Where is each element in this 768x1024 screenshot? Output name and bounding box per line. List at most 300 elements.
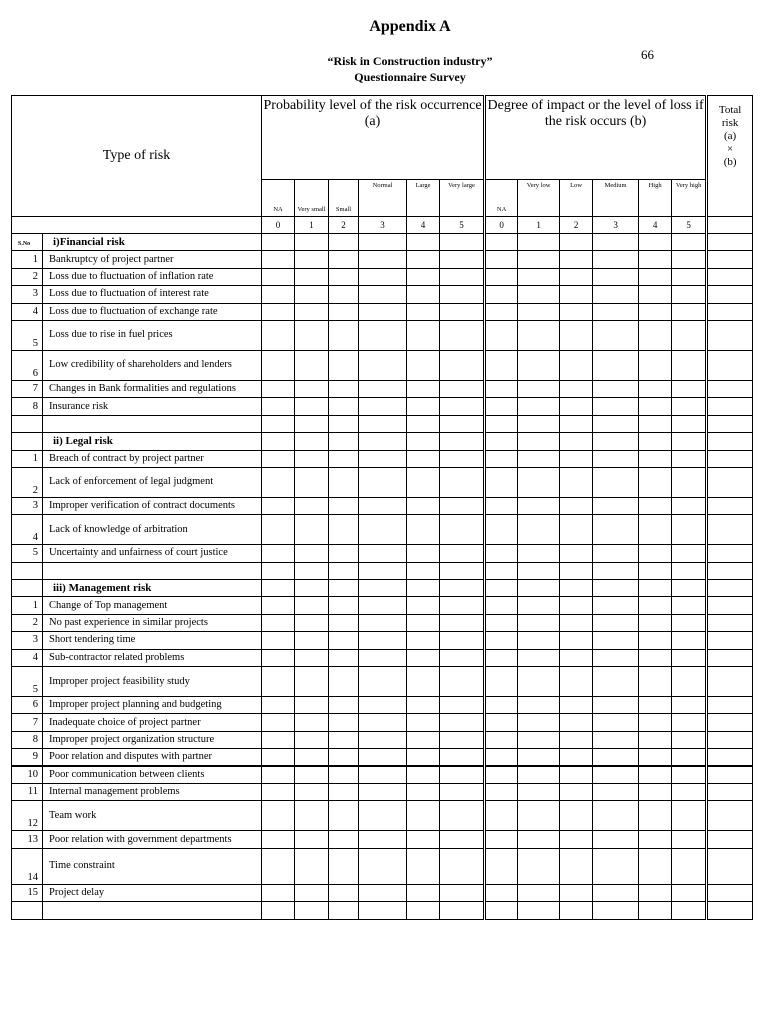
probability-rating-cell[interactable] [262,801,295,831]
probability-rating-cell[interactable] [407,714,440,731]
impact-rating-cell[interactable] [560,848,593,884]
impact-rating-cell[interactable] [593,562,639,579]
impact-rating-cell[interactable] [518,515,560,545]
total-risk-cell[interactable] [707,515,753,545]
probability-rating-cell[interactable] [440,766,485,783]
impact-rating-cell[interactable] [639,286,672,303]
impact-rating-cell[interactable] [593,286,639,303]
total-risk-cell[interactable] [707,398,753,415]
probability-rating-cell[interactable] [440,848,485,884]
impact-rating-cell[interactable] [672,731,707,748]
impact-rating-cell[interactable] [672,848,707,884]
impact-rating-cell[interactable] [560,562,593,579]
probability-rating-cell[interactable] [440,614,485,631]
impact-rating-cell[interactable] [672,450,707,467]
probability-rating-cell[interactable] [329,697,359,714]
impact-rating-cell[interactable] [593,801,639,831]
probability-rating-cell[interactable] [329,848,359,884]
probability-rating-cell[interactable] [262,831,295,848]
total-risk-cell[interactable] [707,884,753,901]
probability-rating-cell[interactable] [262,597,295,614]
probability-rating-cell[interactable] [359,766,407,783]
probability-rating-cell[interactable] [262,450,295,467]
impact-rating-cell[interactable] [639,320,672,350]
impact-rating-cell[interactable] [672,303,707,320]
total-risk-cell[interactable] [707,731,753,748]
probability-rating-cell[interactable] [440,801,485,831]
impact-rating-cell[interactable] [485,433,518,450]
probability-rating-cell[interactable] [407,497,440,514]
probability-rating-cell[interactable] [359,714,407,731]
impact-rating-cell[interactable] [593,450,639,467]
probability-rating-cell[interactable] [262,697,295,714]
probability-rating-cell[interactable] [262,731,295,748]
impact-rating-cell[interactable] [560,831,593,848]
impact-rating-cell[interactable] [560,398,593,415]
impact-rating-cell[interactable] [672,415,707,432]
probability-rating-cell[interactable] [329,801,359,831]
probability-rating-cell[interactable] [295,831,329,848]
impact-rating-cell[interactable] [639,649,672,666]
impact-rating-cell[interactable] [672,632,707,649]
probability-rating-cell[interactable] [407,286,440,303]
impact-rating-cell[interactable] [518,714,560,731]
impact-rating-cell[interactable] [639,450,672,467]
probability-rating-cell[interactable] [440,497,485,514]
probability-rating-cell[interactable] [262,632,295,649]
probability-rating-cell[interactable] [295,848,329,884]
probability-rating-cell[interactable] [262,433,295,450]
probability-rating-cell[interactable] [359,580,407,597]
impact-rating-cell[interactable] [672,433,707,450]
probability-rating-cell[interactable] [407,450,440,467]
probability-rating-cell[interactable] [440,597,485,614]
impact-rating-cell[interactable] [518,597,560,614]
probability-rating-cell[interactable] [407,398,440,415]
impact-rating-cell[interactable] [639,831,672,848]
probability-rating-cell[interactable] [295,286,329,303]
probability-rating-cell[interactable] [295,545,329,562]
impact-rating-cell[interactable] [560,415,593,432]
impact-rating-cell[interactable] [518,234,560,251]
impact-rating-cell[interactable] [485,350,518,380]
impact-rating-cell[interactable] [560,614,593,631]
probability-rating-cell[interactable] [440,667,485,697]
impact-rating-cell[interactable] [485,268,518,285]
impact-rating-cell[interactable] [485,848,518,884]
probability-rating-cell[interactable] [407,697,440,714]
impact-rating-cell[interactable] [560,766,593,783]
probability-rating-cell[interactable] [295,614,329,631]
impact-rating-cell[interactable] [485,562,518,579]
impact-rating-cell[interactable] [518,562,560,579]
impact-rating-cell[interactable] [560,597,593,614]
impact-rating-cell[interactable] [639,398,672,415]
impact-rating-cell[interactable] [560,433,593,450]
probability-rating-cell[interactable] [359,801,407,831]
probability-rating-cell[interactable] [359,380,407,397]
probability-rating-cell[interactable] [440,697,485,714]
probability-rating-cell[interactable] [295,320,329,350]
probability-rating-cell[interactable] [440,580,485,597]
probability-rating-cell[interactable] [407,515,440,545]
impact-rating-cell[interactable] [560,380,593,397]
probability-rating-cell[interactable] [295,380,329,397]
impact-rating-cell[interactable] [560,251,593,268]
probability-rating-cell[interactable] [359,545,407,562]
total-risk-cell[interactable] [707,766,753,783]
probability-rating-cell[interactable] [329,350,359,380]
impact-rating-cell[interactable] [672,286,707,303]
probability-rating-cell[interactable] [407,766,440,783]
impact-rating-cell[interactable] [672,801,707,831]
impact-rating-cell[interactable] [560,515,593,545]
impact-rating-cell[interactable] [593,433,639,450]
total-risk-cell[interactable] [707,467,753,497]
probability-rating-cell[interactable] [407,783,440,800]
probability-rating-cell[interactable] [295,884,329,901]
total-risk-cell[interactable] [707,580,753,597]
probability-rating-cell[interactable] [407,562,440,579]
probability-rating-cell[interactable] [407,884,440,901]
probability-rating-cell[interactable] [295,632,329,649]
probability-rating-cell[interactable] [329,251,359,268]
impact-rating-cell[interactable] [518,286,560,303]
impact-rating-cell[interactable] [518,649,560,666]
probability-rating-cell[interactable] [329,433,359,450]
total-risk-cell[interactable] [707,320,753,350]
total-risk-cell[interactable] [707,632,753,649]
probability-rating-cell[interactable] [359,450,407,467]
impact-rating-cell[interactable] [560,286,593,303]
impact-rating-cell[interactable] [560,320,593,350]
impact-rating-cell[interactable] [672,562,707,579]
probability-rating-cell[interactable] [295,667,329,697]
probability-rating-cell[interactable] [329,766,359,783]
impact-rating-cell[interactable] [639,697,672,714]
probability-rating-cell[interactable] [329,831,359,848]
probability-rating-cell[interactable] [407,902,440,919]
impact-rating-cell[interactable] [518,380,560,397]
probability-rating-cell[interactable] [440,749,485,766]
impact-rating-cell[interactable] [639,632,672,649]
impact-rating-cell[interactable] [639,614,672,631]
probability-rating-cell[interactable] [329,380,359,397]
probability-rating-cell[interactable] [440,450,485,467]
impact-rating-cell[interactable] [518,433,560,450]
total-risk-cell[interactable] [707,597,753,614]
probability-rating-cell[interactable] [329,515,359,545]
probability-rating-cell[interactable] [262,649,295,666]
impact-rating-cell[interactable] [593,783,639,800]
probability-rating-cell[interactable] [295,450,329,467]
probability-rating-cell[interactable] [359,433,407,450]
impact-rating-cell[interactable] [518,884,560,901]
probability-rating-cell[interactable] [295,714,329,731]
impact-rating-cell[interactable] [560,580,593,597]
impact-rating-cell[interactable] [593,234,639,251]
impact-rating-cell[interactable] [672,497,707,514]
total-risk-cell[interactable] [707,450,753,467]
probability-rating-cell[interactable] [295,562,329,579]
impact-rating-cell[interactable] [593,545,639,562]
impact-rating-cell[interactable] [639,467,672,497]
impact-rating-cell[interactable] [639,268,672,285]
impact-rating-cell[interactable] [560,303,593,320]
impact-rating-cell[interactable] [485,731,518,748]
impact-rating-cell[interactable] [593,667,639,697]
probability-rating-cell[interactable] [295,415,329,432]
impact-rating-cell[interactable] [593,467,639,497]
probability-rating-cell[interactable] [440,632,485,649]
impact-rating-cell[interactable] [485,320,518,350]
impact-rating-cell[interactable] [518,749,560,766]
impact-rating-cell[interactable] [560,350,593,380]
probability-rating-cell[interactable] [295,433,329,450]
impact-rating-cell[interactable] [593,697,639,714]
probability-rating-cell[interactable] [359,902,407,919]
probability-rating-cell[interactable] [359,632,407,649]
impact-rating-cell[interactable] [485,697,518,714]
probability-rating-cell[interactable] [295,580,329,597]
probability-rating-cell[interactable] [359,268,407,285]
impact-rating-cell[interactable] [639,902,672,919]
total-risk-cell[interactable] [707,697,753,714]
impact-rating-cell[interactable] [672,649,707,666]
impact-rating-cell[interactable] [593,415,639,432]
impact-rating-cell[interactable] [518,398,560,415]
total-risk-cell[interactable] [707,350,753,380]
impact-rating-cell[interactable] [485,632,518,649]
probability-rating-cell[interactable] [262,783,295,800]
total-risk-cell[interactable] [707,801,753,831]
probability-rating-cell[interactable] [329,467,359,497]
impact-rating-cell[interactable] [518,848,560,884]
probability-rating-cell[interactable] [329,714,359,731]
total-risk-cell[interactable] [707,433,753,450]
impact-rating-cell[interactable] [485,831,518,848]
impact-rating-cell[interactable] [593,580,639,597]
impact-rating-cell[interactable] [560,697,593,714]
probability-rating-cell[interactable] [329,884,359,901]
total-risk-cell[interactable] [707,234,753,251]
probability-rating-cell[interactable] [262,848,295,884]
probability-rating-cell[interactable] [440,562,485,579]
probability-rating-cell[interactable] [329,649,359,666]
probability-rating-cell[interactable] [329,562,359,579]
impact-rating-cell[interactable] [593,515,639,545]
probability-rating-cell[interactable] [407,580,440,597]
impact-rating-cell[interactable] [672,667,707,697]
impact-rating-cell[interactable] [672,545,707,562]
impact-rating-cell[interactable] [593,398,639,415]
impact-rating-cell[interactable] [639,380,672,397]
impact-rating-cell[interactable] [639,731,672,748]
impact-rating-cell[interactable] [485,450,518,467]
probability-rating-cell[interactable] [407,350,440,380]
probability-rating-cell[interactable] [295,749,329,766]
probability-rating-cell[interactable] [329,597,359,614]
total-risk-cell[interactable] [707,714,753,731]
impact-rating-cell[interactable] [518,801,560,831]
impact-rating-cell[interactable] [672,831,707,848]
impact-rating-cell[interactable] [639,415,672,432]
impact-rating-cell[interactable] [560,497,593,514]
impact-rating-cell[interactable] [639,562,672,579]
total-risk-cell[interactable] [707,303,753,320]
impact-rating-cell[interactable] [639,714,672,731]
impact-rating-cell[interactable] [560,467,593,497]
impact-rating-cell[interactable] [560,234,593,251]
probability-rating-cell[interactable] [440,545,485,562]
probability-rating-cell[interactable] [359,286,407,303]
total-risk-cell[interactable] [707,783,753,800]
total-risk-cell[interactable] [707,415,753,432]
probability-rating-cell[interactable] [440,234,485,251]
impact-rating-cell[interactable] [518,415,560,432]
impact-rating-cell[interactable] [485,667,518,697]
probability-rating-cell[interactable] [359,884,407,901]
probability-rating-cell[interactable] [359,783,407,800]
probability-rating-cell[interactable] [407,545,440,562]
probability-rating-cell[interactable] [329,415,359,432]
impact-rating-cell[interactable] [639,766,672,783]
probability-rating-cell[interactable] [407,614,440,631]
probability-rating-cell[interactable] [359,234,407,251]
probability-rating-cell[interactable] [359,350,407,380]
impact-rating-cell[interactable] [593,597,639,614]
probability-rating-cell[interactable] [407,380,440,397]
probability-rating-cell[interactable] [440,433,485,450]
impact-rating-cell[interactable] [593,749,639,766]
impact-rating-cell[interactable] [593,350,639,380]
impact-rating-cell[interactable] [485,303,518,320]
impact-rating-cell[interactable] [485,884,518,901]
total-risk-cell[interactable] [707,614,753,631]
impact-rating-cell[interactable] [518,731,560,748]
probability-rating-cell[interactable] [262,580,295,597]
impact-rating-cell[interactable] [485,649,518,666]
probability-rating-cell[interactable] [359,415,407,432]
probability-rating-cell[interactable] [440,350,485,380]
impact-rating-cell[interactable] [672,714,707,731]
probability-rating-cell[interactable] [440,731,485,748]
impact-rating-cell[interactable] [518,766,560,783]
probability-rating-cell[interactable] [440,415,485,432]
probability-rating-cell[interactable] [407,731,440,748]
probability-rating-cell[interactable] [440,286,485,303]
probability-rating-cell[interactable] [359,597,407,614]
impact-rating-cell[interactable] [593,380,639,397]
probability-rating-cell[interactable] [262,515,295,545]
impact-rating-cell[interactable] [485,614,518,631]
probability-rating-cell[interactable] [329,545,359,562]
probability-rating-cell[interactable] [329,667,359,697]
total-risk-cell[interactable] [707,831,753,848]
impact-rating-cell[interactable] [485,801,518,831]
probability-rating-cell[interactable] [295,251,329,268]
impact-rating-cell[interactable] [672,597,707,614]
impact-rating-cell[interactable] [639,303,672,320]
probability-rating-cell[interactable] [440,320,485,350]
impact-rating-cell[interactable] [672,350,707,380]
probability-rating-cell[interactable] [262,749,295,766]
probability-rating-cell[interactable] [407,234,440,251]
total-risk-cell[interactable] [707,848,753,884]
impact-rating-cell[interactable] [518,580,560,597]
probability-rating-cell[interactable] [262,303,295,320]
probability-rating-cell[interactable] [407,801,440,831]
probability-rating-cell[interactable] [407,632,440,649]
impact-rating-cell[interactable] [672,614,707,631]
probability-rating-cell[interactable] [407,649,440,666]
impact-rating-cell[interactable] [593,848,639,884]
impact-rating-cell[interactable] [639,597,672,614]
probability-rating-cell[interactable] [407,831,440,848]
impact-rating-cell[interactable] [593,731,639,748]
probability-rating-cell[interactable] [262,714,295,731]
impact-rating-cell[interactable] [518,783,560,800]
probability-rating-cell[interactable] [407,415,440,432]
probability-rating-cell[interactable] [359,562,407,579]
probability-rating-cell[interactable] [262,902,295,919]
impact-rating-cell[interactable] [518,497,560,514]
impact-rating-cell[interactable] [672,580,707,597]
probability-rating-cell[interactable] [440,467,485,497]
probability-rating-cell[interactable] [295,268,329,285]
impact-rating-cell[interactable] [485,380,518,397]
impact-rating-cell[interactable] [485,902,518,919]
probability-rating-cell[interactable] [359,467,407,497]
probability-rating-cell[interactable] [407,749,440,766]
probability-rating-cell[interactable] [295,766,329,783]
impact-rating-cell[interactable] [639,667,672,697]
impact-rating-cell[interactable] [560,268,593,285]
probability-rating-cell[interactable] [295,731,329,748]
impact-rating-cell[interactable] [560,783,593,800]
probability-rating-cell[interactable] [440,714,485,731]
probability-rating-cell[interactable] [329,303,359,320]
probability-rating-cell[interactable] [359,398,407,415]
impact-rating-cell[interactable] [518,467,560,497]
probability-rating-cell[interactable] [262,467,295,497]
probability-rating-cell[interactable] [359,515,407,545]
probability-rating-cell[interactable] [359,731,407,748]
impact-rating-cell[interactable] [560,749,593,766]
impact-rating-cell[interactable] [639,783,672,800]
probability-rating-cell[interactable] [407,597,440,614]
probability-rating-cell[interactable] [407,303,440,320]
probability-rating-cell[interactable] [295,467,329,497]
impact-rating-cell[interactable] [560,902,593,919]
probability-rating-cell[interactable] [329,234,359,251]
impact-rating-cell[interactable] [672,251,707,268]
impact-rating-cell[interactable] [560,884,593,901]
impact-rating-cell[interactable] [672,749,707,766]
impact-rating-cell[interactable] [518,614,560,631]
total-risk-cell[interactable] [707,380,753,397]
probability-rating-cell[interactable] [407,320,440,350]
impact-rating-cell[interactable] [593,632,639,649]
probability-rating-cell[interactable] [295,234,329,251]
probability-rating-cell[interactable] [359,831,407,848]
total-risk-cell[interactable] [707,545,753,562]
impact-rating-cell[interactable] [672,234,707,251]
probability-rating-cell[interactable] [262,398,295,415]
impact-rating-cell[interactable] [485,251,518,268]
probability-rating-cell[interactable] [262,614,295,631]
impact-rating-cell[interactable] [518,251,560,268]
